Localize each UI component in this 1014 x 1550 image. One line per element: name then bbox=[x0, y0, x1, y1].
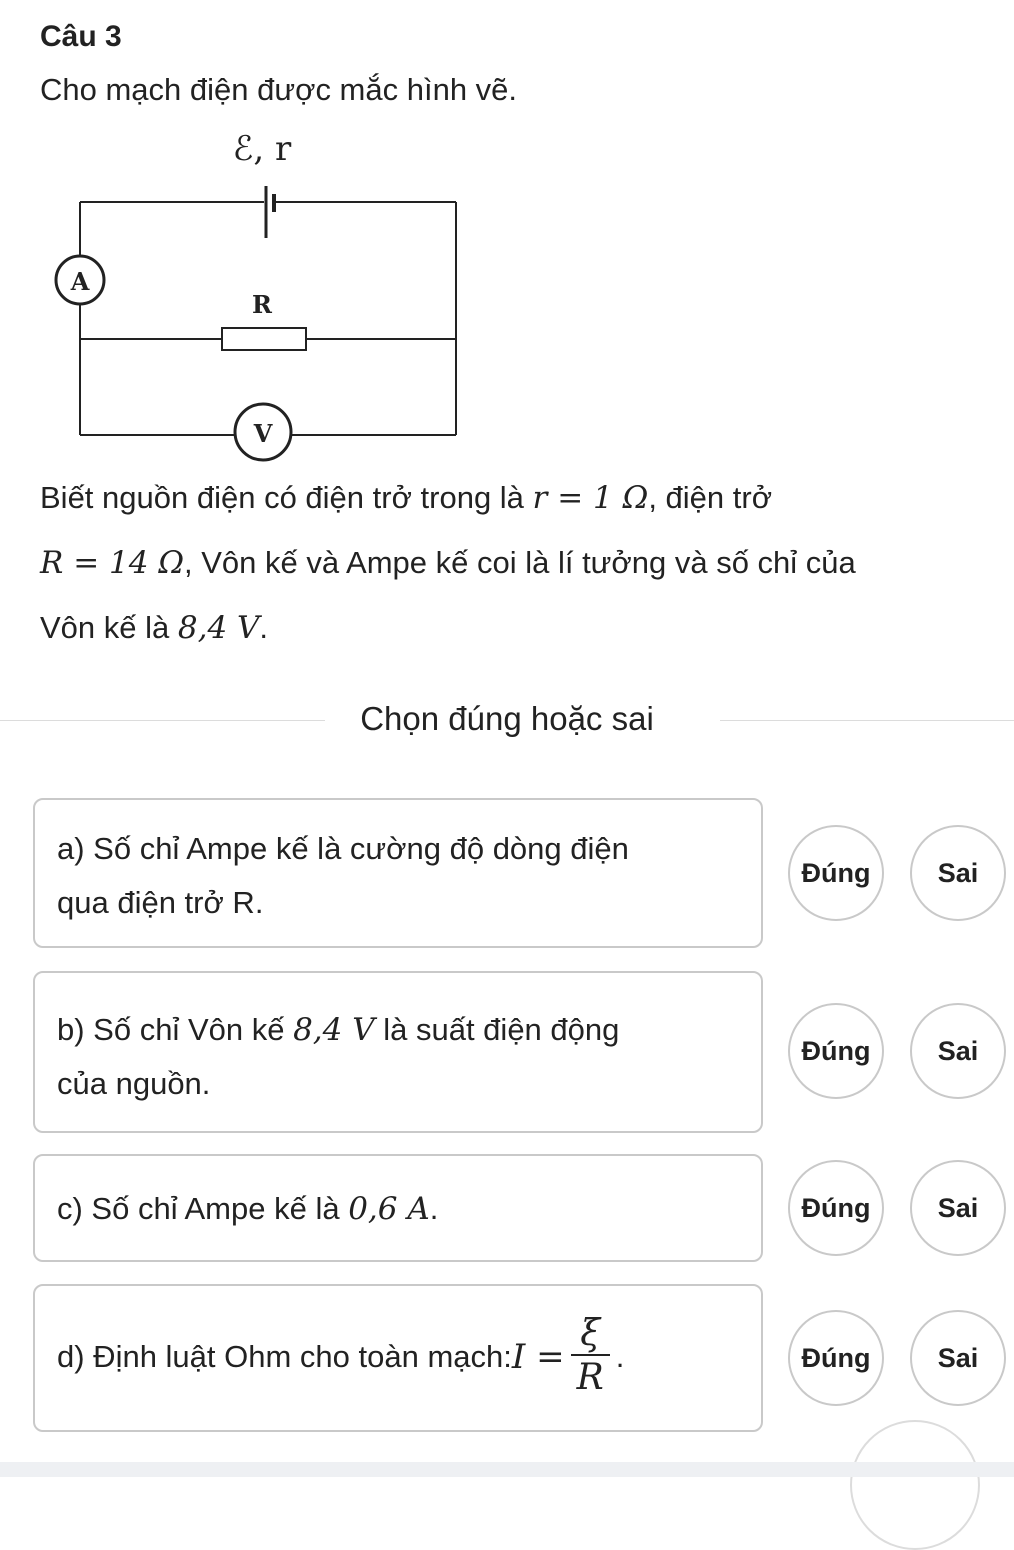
circuit-diagram bbox=[40, 120, 480, 470]
question-intro: Cho mạch điện được mắc hình vẽ. bbox=[40, 72, 518, 107]
statement-d-false-button[interactable]: Sai bbox=[910, 1310, 1006, 1406]
source-label: ℰ, r bbox=[232, 129, 292, 169]
ammeter-label: A bbox=[70, 267, 90, 296]
partial-circle-button bbox=[850, 1420, 980, 1550]
section-label: Chọn đúng hoặc sai bbox=[360, 700, 654, 737]
statement-c-true-button[interactable]: Đúng bbox=[788, 1160, 884, 1256]
description-line-2: R = 14 Ω, Vôn kế và Ampe kế coi là lí tưởng và số chỉ của bbox=[40, 545, 856, 581]
question-title: Câu 3 bbox=[40, 20, 122, 53]
statement-d-text: d) Định luật Ohm cho toàn mạch: I = $\frac{\xi}{R}$ . bbox=[57, 1313, 625, 1398]
statement-c-text: c) Số chỉ Ampe kế là 0,6 A. bbox=[57, 1191, 439, 1227]
description-line-1: Biết nguồn điện có điện trở trong là r = 1 Ω, điện trở bbox=[40, 480, 773, 516]
statement-c-false-button[interactable]: Sai bbox=[910, 1160, 1006, 1256]
bottom-bar bbox=[0, 1462, 1014, 1477]
statement-a-line1: a) Số chỉ Ampe kế là cường độ dòng điện bbox=[57, 831, 629, 866]
resistor-icon bbox=[222, 328, 306, 350]
statement-b-true-button[interactable]: Đúng bbox=[788, 1003, 884, 1099]
statement-card-d bbox=[33, 1284, 763, 1432]
ohm-law-fraction: $\frac{\xi}{R}$ bbox=[571, 1314, 610, 1400]
statement-a-true-button[interactable]: Đúng bbox=[788, 825, 884, 921]
statement-b-line1: b) Số chỉ Vôn kế 8,4 V là suất điện động bbox=[57, 1012, 620, 1048]
statement-card-c bbox=[33, 1154, 763, 1262]
statement-b-false-button[interactable]: Sai bbox=[910, 1003, 1006, 1099]
description-line-3: Vôn kế là 8,4 V. bbox=[40, 610, 269, 646]
statement-d-true-button[interactable]: Đúng bbox=[788, 1310, 884, 1406]
voltmeter-label: V bbox=[253, 419, 273, 448]
statement-card-b bbox=[33, 971, 763, 1133]
resistor-label: R bbox=[252, 290, 272, 319]
statement-b-line2: của nguồn. bbox=[57, 1066, 211, 1101]
statement-card-a bbox=[33, 798, 763, 948]
statement-a-false-button[interactable]: Sai bbox=[910, 825, 1006, 921]
statement-a-line2: qua điện trở R. bbox=[57, 885, 264, 920]
